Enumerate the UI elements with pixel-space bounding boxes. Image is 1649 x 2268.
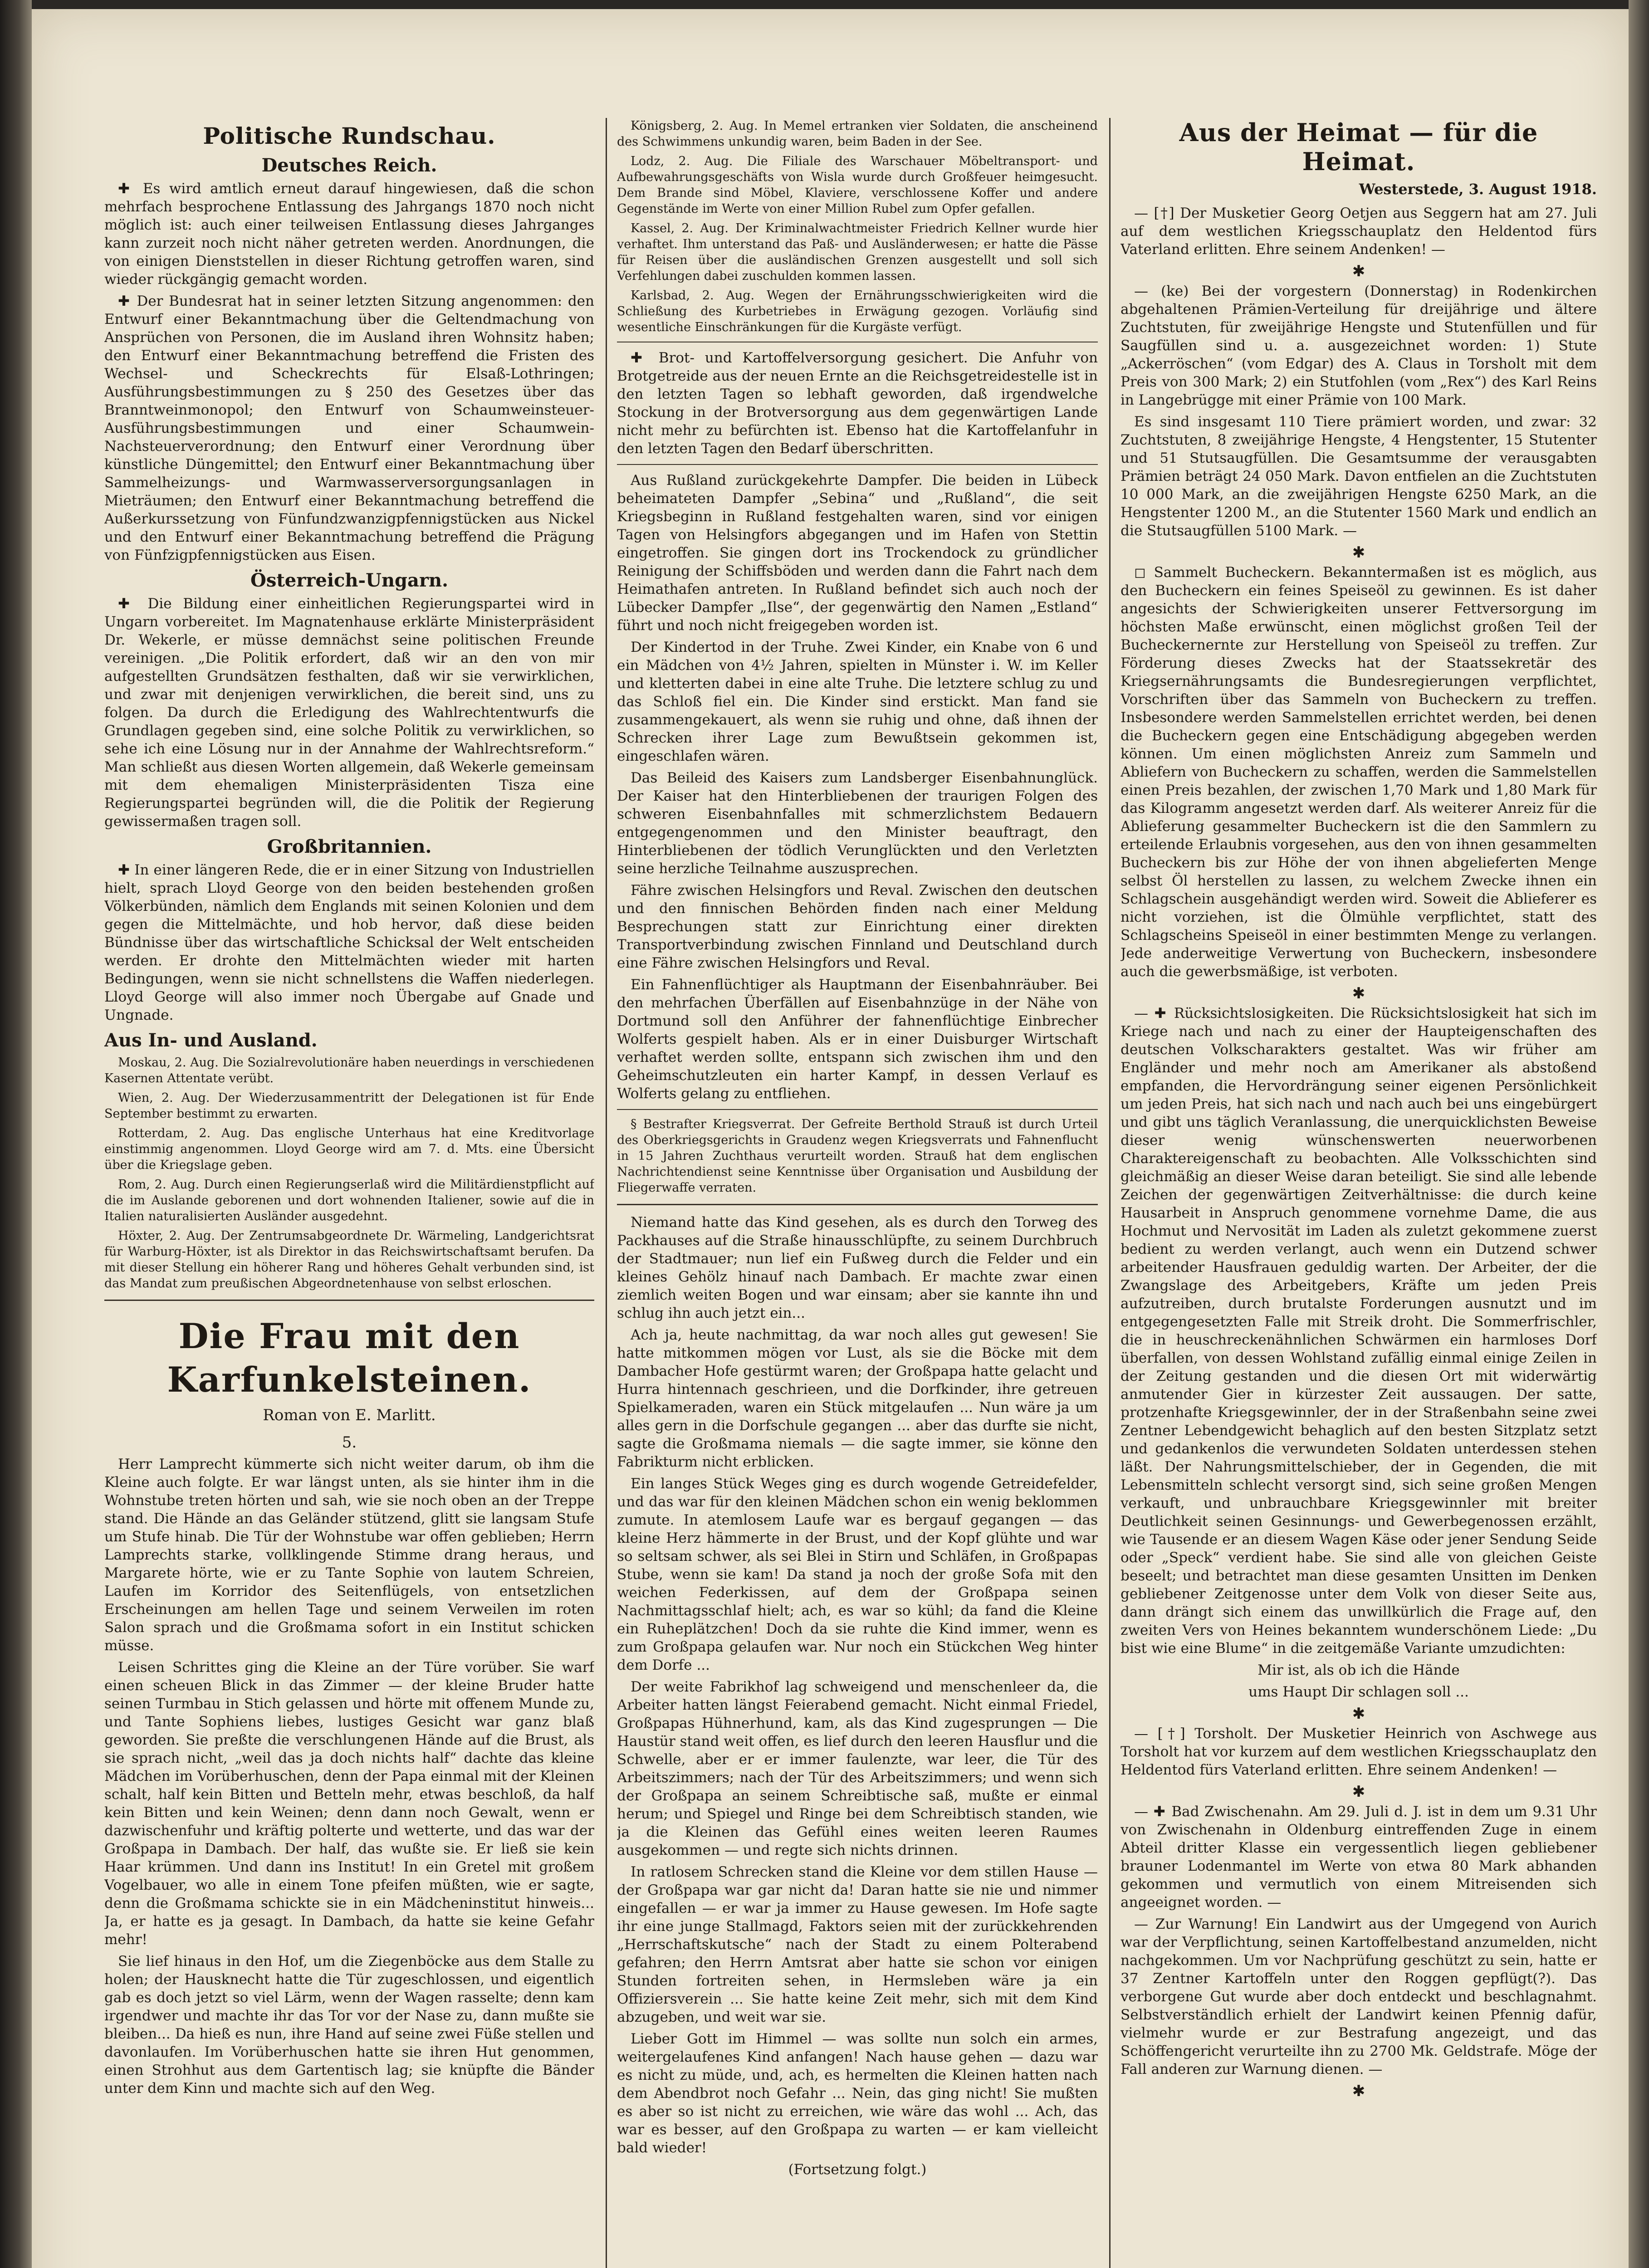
section-title-politik: Politische Rundschau.	[203, 122, 496, 149]
news-item: Rom, 2. Aug. Durch einen Regierungserlaß wird die Militärdienstpflicht auf die im Auslande geborenen und dort wohnenden Italiener, sowie auf die in Italien naturalisierten Ausländer ausgedehnt.	[104, 1178, 594, 1223]
news-item: Lodz, 2. Aug. Die Filiale des Warschauer Möbeltransport- und Aufbewahrungsgeschäfts von Wisla wurde durch Großfeuer heimgesucht. Dem Brande sind Möbel, Klaviere, verschlossene Koffer und andere Gegenstände im Werte von einer Million Rubel zum Opfer gefallen.	[617, 154, 1098, 216]
novel-author: Roman von E. Marlitt.	[263, 1406, 436, 1424]
news-item: Karlsbad, 2. Aug. Wegen der Ernährungsschwierigkeiten wird die Schließung des Kurbetriebes in Erwägung gezogen. Vorläufig sind wesentliche Einschränkungen für die Kurgäste verfügt.	[617, 288, 1098, 334]
novel-text: Ach ja, heute nachmittag, da war noch alles gut gewesen! Sie hatte mitkommen mögen vor Lust, als sie die Böcke mit dem Dambacher Hofe gestürmt waren; der Großpapa hatte gelacht und Hurra hintennach geschrieen, und die Dorfkinder, ihre getreuen Spielkameraden, waren ein Stück mitgelaufen ... Nun wäre ja um alles gern in die Dorfschule gegangen ... aber das durfte sie nicht, sagte die Großmama niemals — die sagte immer, sie könne den Fabrikturm nicht erblicken.	[617, 1327, 1098, 1470]
article-text: ✚ Die Bildung einer einheitlichen Regierungspartei wird in Ungarn vorbereitet. Im Magnatenhause erklärte Ministerpräsident Dr. Wekerle, er müsse demnächst seine politischen Freunde vereinigen. „Die Politik erfordert, daß wir an den von mir aufgestellten Grundsätzen festhalten, daß wir sie verwirklichen, und zwar mit denjenigen verwirklichen, die bereit sind, uns zu folgen. Da durch die Erledigung des Wahlrechtentwurfs die Grundlagen gegeben sind, eine solche Politik zu verwirklichen, so sehe ich eine Lösung nur in der Annahme der Wahlrechtsreform.“ Man schließt aus diesen Worten allgemein, daß Wekerle gemeinsam mit dem ehemaligen Ministerpräsidenten Tisza eine Regierungspartei begründen will, die die Politik der Regierung gewissermaßen tragen soll.	[104, 596, 594, 830]
news-item: Fähre zwischen Helsingfors und Reval. Zwischen den deutschen und den finnischen Behörden finden nach einer Meldung Besprechungen statt zur Einrichtung einer direkten Transportverbindung zwischen Finnland und Deutschland durch eine Fähre zwischen Helsingfors und Reval.	[617, 882, 1098, 971]
separator-star: ✱	[1352, 2082, 1365, 2100]
novel-text: Sie lief hinaus in den Hof, um die Ziegenböcke aus dem Stalle zu holen; der Hausknecht hatte die Tür zugeschlossen, und eigentlich gab es doch jetzt so viel Lärm, wenn der Wagen rasselte; denn kam irgendwer und machte ihr das Tor vor der Nase zu, dann mußte sie bleiben... Da hieß es nun, ihre Hand auf seine zwei Füße stellen und davonlaufen. Im Vorüberhuschen hatte sie ihren Hut genommen, einen Strohhut aus dem Gartentisch lag; sie knüpfte die Bänder unter dem Kinn und machte sich auf den Weg.	[104, 1953, 594, 2097]
local-news: — ✚ Rücksichtslosigkeiten. Die Rücksichtslosigkeit hat sich im Kriege nach und nach zu einer der Haupteigenschaften des deutschen Volkscharakters gestaltet. Was wir früher am Engländer und mehr noch am Amerikaner als abstoßend empfanden, die Hervordrängung seiner eigenen Persönlichkeit um jeden Preis, hat sich nach und nach auch bei uns eingebürgert und gibt uns täglich Veranlassung, die unerquicklichsten Beweise dieser wenig wünschenswerten neuerworbenen Charaktereigenschaft zu beobachten. Alle Volksschichten sind gleichmäßig an dieser Weise daran beteiligt. Sie sind alle lebende Zeichen der gegenwärtigen Zeitverhältnisse: die durch keine Hausarbeit in Anspruch genommene vornehme Dame, die aus Hochmut und Nervosität im Laden als zuletzt gekommene zuerst bedient zu werden verlangt, auch wenn ein Dutzend schwer arbeitender Hausfrauen geduldig warten. Der Arbeiter, der die Zwangslage des Arbeitgebers, Kräfte um jeden Preis aufzutreiben, durch brutalste Forderungen ausnutzt und im entgegengesetzten Falle mit Streik droht. Die Sommerfrischler, die in heuschreckenähnlichen Schwärmen ein harmloses Dorf überfallen, von dessen Wohlstand zufällig einmal einige Zeilen in der Zeitung gestanden und die diesen Ort mit widerwärtig anmutender Gier in kürzester Zeit aussaugen. Der satte, protzenhafte Kriegsgewinnler, der in der Straßenbahn seine zwei Zentner Lebendgewicht behaglich auf den besten Sitzplatz setzt und gedankenlos die verwundeten Soldaten unterdessen stehen läßt. Der Nahrungsmittelschieber, der in Gegenden, die mit Lebensmitteln schlecht versorgt sind, sich seine großen Mengen verkauft, und unbrauchbare Kriegsgewinnler mit breiter Deutlichkeit seinen Gesinnungs- und Gewerbegenossen erzählt, wie Tausende er an diesem Wagen Käse oder jener Sendung Seide oder „Speck“ verdient habe. Sie sind alle von gleichen Geiste beseelt; und betrachtet man diese gesamten Unsitten im Denken gebliebener Zeitgenosse unter dem Volk von dieser Seite aus, dann drängt sich einem das unwillkürlich die Frage auf, den zweiten Vers von Heines bekanntem wunderschönem Liede: „Du bist wie eine Blume“ in die zeitgemäße Variante umzudichten:	[1121, 1005, 1597, 1657]
book-binding	[0, 0, 32, 2268]
separator-star: ✱	[1352, 1783, 1365, 1801]
local-news: — Zur Warnung! Ein Landwirt aus der Umgegend von Aurich war der Verpflichtung, seinen Kartoffelbestand anzumelden, nicht nachgekommen. Um vor Nachprüfung geschützt zu sein, hatte er 37 Zentner Kartoffeln unter den Roggen gepflügt(?). Das verborgene Gut wurde aber doch entdeckt und beschlagnahmt. Selbstverständlich erhielt der Landwirt keinen Pfennig dafür, vielmehr wurde er zur Bestrafung angezeigt, und das Schöffengericht verurteilte ihn zu 2700 Mk. Geldstrafe. Möge der Fall anderen zur Warnung dienen. —	[1121, 1916, 1597, 2077]
news-item: Ein Fahnenflüchtiger als Hauptmann der Eisenbahnräuber. Bei den mehrfachen Überfällen auf Eisenbahnzüge in der Nähe von Dortmund soll den Anführer der fahnenflüchtige Einbrecher Wolferts gespielt haben. Als er in einer Duisburger Wirtschaft verhaftet werden sollte, entspann sich zwischen ihm und den Geheimschutzleuten ein harter Kampf, in dessen Verlauf es Wolferts gelang zu entfliehen.	[617, 977, 1098, 1102]
divider	[617, 1109, 1098, 1110]
heading-oesterreich: Österreich-Ungarn.	[250, 570, 449, 591]
page-edge	[1629, 0, 1649, 2268]
novel-text: In ratlosem Schrecken stand die Kleine vor dem stillen Hause — der Großpapa war gar nicht da! Daran hatte sie nie und nimmer eingefallen — er war ja immer zu Hause gewesen. Im Hofe sagte ihr eine junge Stallmagd, Faktors seien mit der zurückkehrenden „Herrschaftskutsche“ nach der Stadt zu einem Polterabend gefahren; den Herrn Amtsrat aber hatte sie schon vor einigen Stunden fortreiten sehen, in Hermsleben wäre ja ein Offiziersverein ... Sie hatte keine Zeit mehr, sich mit dem Kind abzugeben, und weit war sie.	[617, 1864, 1098, 2025]
news-item: Aus Rußland zurückgekehrte Dampfer. Die beiden in Lübeck beheimateten Dampfer „Sebina“ und „Rußland“, die seit Kriegsbeginn in Rußland festgehalten waren, sind vor einigen Tagen von Helsingfors abgegangen und im Hafen von Stettin eingetroffen. Sie gingen dort ins Trockendock zu gründlicher Reinigung der Schiffsböden und werden dann die Fahrt nach dem Heimathafen antreten. In Rußland befindet sich auch noch der Lübecker Dampfer „Ilse“, der gegenwärtig den Namen „Estland“ führt und noch nicht freigegeben worden ist.	[617, 472, 1098, 634]
chapter-number: 5.	[342, 1433, 357, 1452]
novel-text: Niemand hatte das Kind gesehen, als es durch den Torweg des Packhauses auf die Straße hinausschlüpfte, zu seinem Durchbruch der Stadtmauer; nun lief ein Fußweg durch die Felder und ein kleines Gehölz hinauf nach Dambach. Er machte zwar einen ziemlich weiten Bogen und war einsam; aber sie kannte ihn und schlug ihn auch jetzt ein...	[617, 1214, 1098, 1321]
novel-title: Die Frau mit den Karfunkelsteinen.	[167, 1316, 532, 1400]
news-item: Königsberg, 2. Aug. In Memel ertranken vier Soldaten, die anscheinend des Schwimmens unkundig waren, beim Baden in der See.	[617, 119, 1098, 149]
column-politics	[104, 118, 594, 2268]
section-divider	[617, 1204, 1098, 1205]
article-text: ✚ In einer längeren Rede, die er in einer Sitzung von Industriellen hielt, sprach Lloyd George von den beiden bestehenden großen Völkerbünden, nämlich dem Englands mit seinen Kolonien und dem gegen die Mittelmächte, und hob hervor, daß diese beiden Bündnisse über das wirtschaftliche Schicksal der Welt entscheiden werden. Er drohte den Mittelmächten wieder mit harten Bedingungen, wenn sie nicht schnellstens die Waffen niederlegen. Lloyd George will also immer noch Übergabe auf Gnade und Ungnade.	[104, 862, 594, 1023]
local-news: — [†] Torsholt. Der Musketier Heinrich von Aschwege aus Torsholt hat vor kurzem auf dem westlichen Kriegsschauplatz den Heldentod fürs Vaterland erlitten. Ehre seinem Andenken! —	[1121, 1725, 1597, 1778]
local-news: Es sind insgesamt 110 Tiere prämiert worden, und zwar: 32 Zuchtstuten, 8 zweijährige Hengste, 4 Hengstenter, 15 Stutenter und 51 Stutsaugfüllen. Die Gesamtsumme der verausgabten Prämien beträgt 24 050 Mark. Davon entfielen an die Zuchtstuten 10 000 Mark, an die zweijährigen Hengste 6250 Mark, an die Hengstenter 1200 M., an die Stutenter 1560 Mark und endlich an die Stutsaugfüllen 5100 Mark. —	[1121, 414, 1597, 539]
local-news: ◻ Sammelt Bucheckern. Bekanntermaßen ist es möglich, aus den Bucheckern ein feines Speiseöl zu gewinnen. Es ist daher angesichts der Schwierigkeiten unserer Fettversorgung im höchsten Maße erwünscht, einen möglichst großen Teil der Bucheckernernte zur Herstellung von Speiseöl zu treffen. Zur Förderung dieses Zwecks hat der Staatssekretär des Kriegsernährungsamts die Bundesregierungen verpflichtet, Vorschriften über das Sammeln von Bucheckern zu treffen. Insbesondere werden Sammelstellen errichtet werden, bei denen die Bucheckern gegen eine Entschädigung abgegeben werden können. Um einen möglichsten Anreiz zum Sammeln und Abliefern von Bucheckern zu schaffen, werden die Sammelstellen einen Preis bezahlen, der zwischen 1,70 Mark und 1,80 Mark für das Kilogramm angesetzt werden darf. Als weiterer Anreiz für die Ablieferung gesammelter Bucheckern ist die den Sammlern zu erteilende Erlaubnis vorgesehen, aus den von ihnen gesammelten Bucheckern bis zur Höhe der von ihnen abgelieferten Menge selbst Öl herstellen zu lassen, zu welchem Zwecke ihnen ein Schlagschein ausgehändigt werden wird. Soweit die Ablieferer es nicht vorziehen, ist die Ölmühle verpflichtet, statt des Schlagscheins Speiseöl in einer bestimmten Menge zu verlangen. Jede anderweitige Verwertung von Bucheckern, insbesondere auch die gewerbsmäßige, ist verboten.	[1121, 564, 1597, 980]
article-text: ✚ Es wird amtlich erneut darauf hingewiesen, daß die schon mehrfach besprochene Entlassung des Jahrgangs 1870 noch nicht möglich ist: auch einer teilweisen Entlassung dieses Jahrganges kann zurzeit noch nicht näher getreten werden. Anordnungen, die von einigen Dienststellen in dieser Richtung getroffen waren, sind wieder rückgängig gemacht worden.	[104, 181, 594, 288]
news-item: Rotterdam, 2. Aug. Das englische Unterhaus hat eine Kreditvorlage einstimmig angenommen. Lloyd George wird am 7. d. Mts. eine Übersicht über die Kriegslage geben.	[104, 1126, 594, 1172]
continued-note: (Fortsetzung folgt.)	[788, 2161, 927, 2178]
article-text: ✚ Der Bundesrat hat in seiner letzten Sitzung angenommen: den Entwurf einer Bekanntmachung über die Geltendmachung von Ansprüchen von Personen, die im Ausland ihren Wohnsitz haben; den Entwurf einer Bekanntmachung betreffend die Fristen des Wechsel- und Scheckrechts für Elsaß-Lothringen; Ausführungsbestimmungen zu § 250 des Gesetzes über das Branntweinmonopol; den Entwurf von Schaumweinsteuer-Ausführungsbestimmungen und einer Schaumwein-Nachsteuerverordnung; den Entwurf einer Verordnung über künstliche Düngemittel; den Entwurf einer Bekanntmachung über Sammelheizungs- und Warmwasserversorgungsanlagen in Mieträumen; den Entwurf einer Bekanntmachung betreffend die Außerkurssetzung von Fünfundzwanzigpfennigstücken aus Nickel und den Entwurf einer Bekanntmachung betreffend die Prägung von Fünfzigpfennigstücken aus Eisen.	[104, 293, 594, 563]
news-item: Höxter, 2. Aug. Der Zentrumsabgeordnete Dr. Wärmeling, Landgerichtsrat für Warburg-Höxter, ist als Direktor in das Reichswirtschaftsamt berufen. Da mit dieser Stellung ein höherer Rang und höheres Gehalt verbunden sind, ist das Mandat zum preußischen Abgeordnetenhause von selbst erloschen.	[104, 1229, 594, 1290]
column-rule	[606, 118, 607, 2268]
section-divider	[104, 1300, 594, 1301]
novel-text: Der weite Fabrikhof lag schweigend und menschenleer da, die Arbeiter hatten längst Feierabend gemacht. Nicht einmal Friedel, Großpapas Hühnerhund, kam, als das Kind zugesprungen — Die Haustür stand weit offen, es lief durch den leeren Hausflur und die Schwelle, aber er er immer faulenzte, war leer, die Tür des Arbeitszimmers; nach der Tür des Arbeitszimmers; und wenn sich der Großpapa an seinem Schreibtische saß, mußte er einmal herum; und Spiegel und Ringe bei dem Schreibtisch standen, wie ja die Kleinen das Gefühl eines weiten leeren Raumes ausgekommen — und regte sich nichts drinnen.	[617, 1679, 1098, 1858]
news-item: Das Beileid des Kaisers zum Landsberger Eisenbahnunglück. Der Kaiser hat den Hinterbliebenen der traurigen Folgen des schweren Eisenbahnfalles mit schmerzlichstem Bedauern entgegengenommen und den Minister beauftragt, den Hinterbliebenen der tödlich Verunglückten und den Verletzten seine herzliche Teilnahme auszusprechen.	[617, 770, 1098, 877]
novel-text: Lieber Gott im Himmel — was sollte nun solch ein armes, weitergelaufenes Kind anfangen! Nach hause gehen — dazu war es nicht zu müde, und, ach, es hermelten die Kleinen hatten nach dem Abendbrot noch Gefahr ... Nein, das ging nicht! Sie mußten es aber so ist nicht zu erreichen, wie wäre das wohl ... Ach, das war es besser, auf den Großpapa zu warten — er kam vielleicht bald wieder!	[617, 2031, 1098, 2156]
novel-text: Herr Lamprecht kümmerte sich nicht weiter darum, ob ihm die Kleine auch folgte. Er war längst unten, als sie hinter ihm in die Wohnstube treten hörten und sah, wie sie noch oben an der Treppe stand. Die Hände an das Geländer stützend, glitt sie langsam Stufe um Stufe hinab. Die Tür der Wohnstube war offen geblieben; Herrn Lamprechts starke, vollklingende Stimme drang heraus, und Margarete hörte, wie er zu Tante Sophie von lautem Schreien, Laufen im Korridor des Seitenflügels, von entsetzlichen Erscheinungen am hellen Tage und seinem Verweilen im roten Salon sprach und die Großmama sofort in ein Institut schicken müsse.	[104, 1456, 594, 1654]
local-news: — [†] Der Musketier Georg Oetjen aus Seggern hat am 27. Juli auf dem westlichen Kriegsschauplatz den Heldentod fürs Vaterland erlitten. Ehre seinem Andenken! —	[1121, 205, 1597, 258]
verse-line: Mir ist, als ob ich die Hände	[1258, 1662, 1460, 1678]
news-item: Der Kindertod in der Truhe. Zwei Kinder, ein Knabe von 6 und ein Mädchen von 4½ Jahren, spielten in Münster i. W. im Keller und kletterten dabei in eine alte Truhe. Die letztere schlug zu und das Schloß fiel ein. Die Kinder sind erstickt. Man fand sie zusammengekauert, als wenn sie ruhig und ohne, daß ihnen der Schrecken ihrer Lage zum Bewußtsein gekommen ist, eingeschlafen wären.	[617, 639, 1098, 764]
separator-star: ✱	[1352, 984, 1365, 1002]
section-title-heimat: Aus der Heimat — für die Heimat.	[1179, 118, 1538, 176]
column-news	[617, 118, 1098, 2268]
separator-star: ✱	[1352, 262, 1365, 280]
news-item: Kassel, 2. Aug. Der Kriminalwachtmeister Friedrich Kellner wurde hier verhaftet. Ihm unterstand das Paß- und Ausländerwesen; er hatte die Pässe für Reisen über die ausländischen Grenzen ausgestellt und soll sich Verfehlungen dabei zuschulden kommen lassen.	[617, 221, 1098, 283]
dateline: Westerstede, 3. August 1918.	[1359, 181, 1597, 198]
novel-text: Leisen Schrittes ging die Kleine an der Türe vorüber. Sie warf einen scheuen Blick in das Zimmer — der kleine Bruder hatte seinen Turmbau in Stich gelassen und hörte mit offenem Munde zu, und Tante Sophiens liebes, lustiges Gesicht war ganz blaß geworden. Sie preßte die verschlungenen Hände auf die Brust, als sie sprach nicht, „weil das ja doch nichts half“ dachte das kleine Mädchen im Vorüberhuschen, denn der Papa einmal mit der Kleinen schalt, half kein Bitten und Betteln mehr, etwas beschloß, da half kein Bitten und kein Weinen; denn dann noch Gewalt, wenn er dazwischenfuhr und kräftig polterte und wetterte, und das war der Großpapa in Dambach. Der half, das wußte sie. Er ließ sie kein Haar krümmen. Und dann ins Institut! In ein Gretel mit großem Vogelbauer, wo alle in einem Tone pfeifen müßten, wie er sagte, denn die Großmama schickte sie in ein Mädcheninstitut hinweis... Ja, er hatte es ja gesagt. In Dambach, da hatte sie keine Gefahr mehr!	[104, 1659, 594, 1948]
separator-star: ✱	[1352, 1705, 1365, 1723]
column-rule	[1109, 118, 1111, 2268]
news-item: § Bestrafter Kriegsverrat. Der Gefreite Berthold Strauß ist durch Urteil des Oberkriegsgerichts in Graudenz wegen Kriegsverrats und Fahnenflucht in 15 Jahren Zuchthaus verurteilt worden. Strauß hat dem englischen Nachrichtendienst seine Kenntnisse über Organisation und Ausbildung der Fliegerwaffe verraten.	[617, 1117, 1098, 1195]
heading-in-und-ausland: Aus In- und Ausland.	[104, 1030, 318, 1051]
separator-star: ✱	[1352, 543, 1365, 562]
news-item: Moskau, 2. Aug. Die Sozialrevolutionäre haben neuerdings in verschiedenen Kasernen Attentate verübt.	[104, 1056, 594, 1085]
novel-text: Ein langes Stück Weges ging es durch wogende Getreidefelder, und das war für den kleinen Mädchen schon ein wenig beklommen zumute. In atemlosem Laufe war es bergauf gegangen — das kleine Herz hämmerte in der Brust, und der Kopf glühte und war so seltsam schwer, als sei Blei in Stirn und Schläfen, in Großpapas Stube, wenn sie kam! Da stand ja noch der große Sofa mit den weichen Federkissen, auf dem der Großpapa seinen Nachmittagsschlaf hielt; ach, es war so kühl; da fand die Kleine ein Ruheplätzchen! Doch da sie ruhte die Kind immer, wenn es zum Großpapa gelaufen war. Nur noch ein Stückchen Weg hinter dem Dorfe ...	[617, 1476, 1098, 1673]
local-news: — (ke) Bei der vorgestern (Donnerstag) in Rodenkirchen abgehaltenen Prämien-Verteilung für dreijährige und ältere Zuchtstuten, für zweijährige Hengste und Stutenfüllen und für Saugfüllen sind u. a. ausgezeichnet worden: 1) Stute „Ackerröschen“ (vom Edgar) des A. Claus in Torsholt mit dem Preis von 300 Mark; 2) ein Stutfohlen (vom „Rex“) des Karl Reins in Langebrügge mit einer Prämie von 100 Mark.	[1121, 283, 1597, 408]
news-item: Wien, 2. Aug. Der Wiederzusammentritt der Delegationen ist für Ende September bestimmt zu erwarten.	[104, 1091, 594, 1121]
divider	[617, 464, 1098, 465]
column-heimat	[1121, 118, 1597, 2268]
local-news: — ✚ Bad Zwischenahn. Am 29. Juli d. J. ist in dem um 9.31 Uhr von Zwischenahn in Oldenburg eintreffenden Zuge in einem Abteil dritter Klasse ein vergessentlich liegen gebliebener brauner Lodenmantel im Werte von etwa 80 Mark abhanden gekommen und vermutlich von einem Mitreisenden sich angeeignet worden. —	[1121, 1804, 1597, 1911]
heading-deutsches-reich: Deutsches Reich.	[261, 155, 437, 176]
news-item: ✚ Brot- und Kartoffelversorgung gesichert. Die Anfuhr von Brotgetreide aus der neuen Ernte an die Reichsgetreidestelle ist in den letzten Tagen so lebhaft geworden, daß irgendwelche Stockung in der Brotversorgung aus dem gegenwärtigen Lande nicht mehr zu befürchten ist. Ebenso hat die Kartoffelanfuhr in den letzten Tagen den Bedarf überschritten.	[617, 350, 1098, 457]
heading-grossbritannien: Großbritannien.	[267, 836, 432, 857]
verse-line: ums Haupt Dir schlagen soll ...	[1248, 1684, 1469, 1700]
